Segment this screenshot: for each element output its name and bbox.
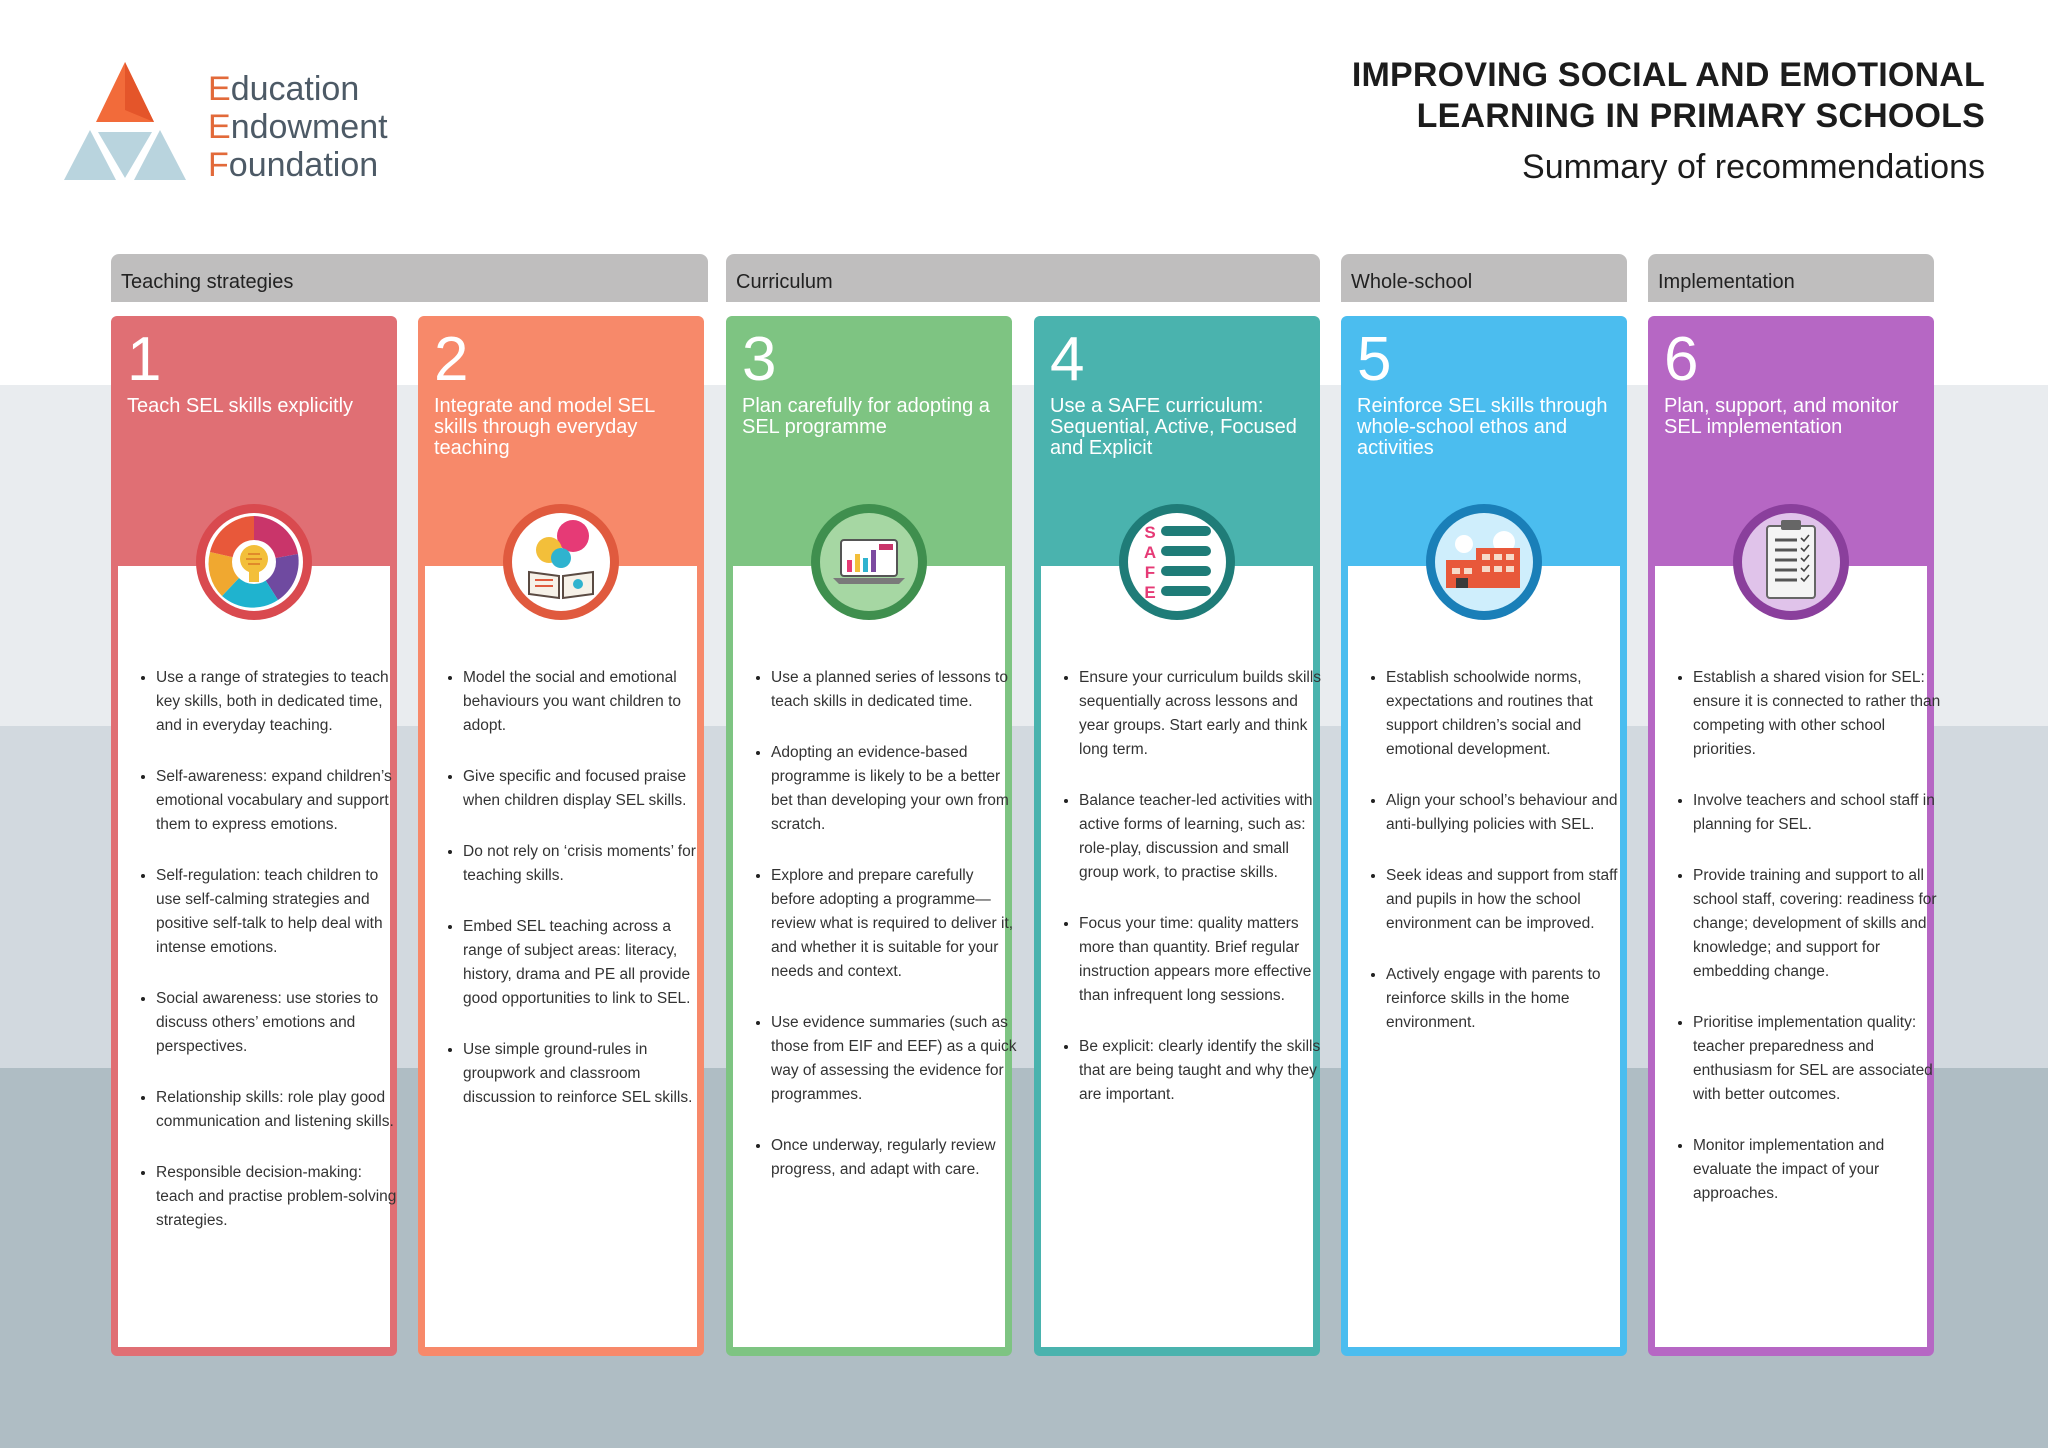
bullet-item: • Model the social and emotional behaviours you want children to adopt. (463, 666, 711, 738)
emotion-wheel-head-icon (194, 502, 314, 622)
bullet-item: • Embed SEL teaching across a range of subject areas: literacy, history, drama and PE all provide good opportunities to link to SEL. (463, 915, 711, 1011)
recommendation-panel (733, 566, 1017, 1347)
recommendation-bullets (747, 666, 1019, 1209)
recommendation-panel (1655, 566, 1941, 1347)
bullet-item: • Do not rely on ‘crisis moments’ for teaching skills. (463, 840, 711, 888)
recommendation-heading: Teach SEL skills explicitly (127, 395, 354, 417)
recommendation-card-4 (1034, 316, 1320, 1356)
bullet-item: • Give specific and focused praise when children display SEL skills. (463, 765, 711, 813)
bullet-item: • Focus your time: quality matters more than quantity. Brief regular instruction appears more effective than infrequent long sessions. (1079, 912, 1327, 1008)
page-title-block (1352, 55, 1985, 187)
recommendation-heading: Integrate and model SEL skills through everyday teaching (434, 395, 655, 459)
bullet-item: • Establish a shared vision for SEL: ensure it is connected to rather than competing with other school priorities. (1693, 666, 1941, 762)
safe-letter: A (1143, 543, 1157, 562)
recommendation-card-2 (418, 316, 704, 1356)
recommendation-card-6 (1648, 316, 1941, 1356)
recommendation-number: 5 (1357, 325, 1392, 394)
page-subtitle: Summary of recommendations (1522, 148, 1985, 186)
recommendation-number: 1 (127, 325, 162, 394)
safe-list-icon (1117, 502, 1237, 622)
recommendation-number: 3 (742, 325, 777, 394)
recommendation-number: 4 (1050, 325, 1085, 394)
recommendation-bullets (1055, 666, 1327, 1134)
bullet-item: • Self-awareness: expand children’s emotional vocabulary and support them to express emotions. (156, 765, 404, 837)
bullet-item: • Explore and prepare carefully before adopting a programme—review what is required to deliver it, and whether it is suitable for your needs and context. (771, 864, 1019, 984)
bullet-item: • Use evidence summaries (such as those from EIF and EEF) as a quick way of assessing the evidence for programmes. (771, 1011, 1019, 1107)
recommendation-heading: Reinforce SEL skills through whole-school ethos and activities (1357, 395, 1608, 459)
category-label: Curriculum (736, 271, 833, 293)
recommendation-panel (1348, 566, 1620, 1347)
logo-wordmark: Education Endowment Foundation (208, 70, 388, 184)
recommendation-number: 6 (1664, 325, 1699, 394)
recommendation-bullets (439, 666, 711, 1137)
recommendation-bullets (1362, 666, 1634, 1062)
recommendation-heading: Use a SAFE curriculum: Sequential, Active, Focused and Explicit (1050, 395, 1297, 459)
safe-letter: E (1144, 583, 1156, 602)
eef-logo[interactable] (64, 60, 424, 190)
laptop-chart-icon (809, 502, 929, 622)
bullet-item: • Monitor implementation and evaluate the impact of your approaches. (1693, 1134, 1941, 1206)
recommendation-card-1 (111, 316, 397, 1356)
recommendation-heading: Plan, support, and monitor SEL implementation (1664, 395, 1899, 438)
safe-letter: F (1144, 563, 1156, 582)
recommendation-card-3 (726, 316, 1017, 1356)
bullet-item: • Prioritise implementation quality: teacher preparedness and enthusiasm for SEL are associated with better outcomes. (1693, 1011, 1941, 1107)
bullet-item: • Be explicit: clearly identify the skills that are being taught and why they are important. (1079, 1035, 1327, 1107)
recommendation-panel (1041, 566, 1322, 1347)
recommendation-heading: Plan carefully for adopting a SEL programme (742, 395, 990, 438)
bullet-item: • Provide training and support to all school staff, covering: readiness for change; development of skills and knowledge; and support for embedding change. (1693, 864, 1941, 984)
bullet-item: • Responsible decision-making: teach and practise problem-solving strategies. (156, 1161, 404, 1233)
page-title-line-1: IMPROVING SOCIAL AND EMOTIONAL (1351, 56, 1985, 94)
bullet-item: • Use a range of strategies to teach key skills, both in dedicated time, and in everyday teaching. (156, 666, 404, 738)
recommendation-panel (118, 566, 397, 1347)
bullet-item: • Use simple ground-rules in groupwork and classroom discussion to reinforce SEL skills. (463, 1038, 711, 1110)
bullet-item: • Seek ideas and support from staff and pupils in how the school environment can be improved. (1386, 864, 1634, 936)
bullet-item: • Involve teachers and school staff in planning for SEL. (1693, 789, 1941, 837)
category-implementation (1648, 254, 1934, 302)
category-curriculum (726, 254, 1320, 302)
category-label: Teaching strategies (121, 271, 294, 293)
bullet-item: • Relationship skills: role play good communication and listening skills. (156, 1086, 404, 1134)
recommendation-number: 2 (434, 325, 469, 394)
page-title-line-2: LEARNING IN PRIMARY SCHOOLS (1416, 97, 1985, 135)
open-book-icon (501, 502, 621, 622)
bullet-item: • Social awareness: use stories to discuss others’ emotions and perspectives. (156, 987, 404, 1059)
recommendation-panel (425, 566, 697, 1347)
bullet-item: • Actively engage with parents to reinforce skills in the home environment. (1386, 963, 1634, 1035)
school-building-icon (1424, 502, 1544, 622)
bullet-item: • Balance teacher-led activities with active forms of learning, such as: role-play, discussion and small group work, to practise skills. (1079, 789, 1327, 885)
category-label: Whole-school (1351, 271, 1473, 293)
bullet-item: • Once underway, regularly review progress, and adapt with care. (771, 1134, 1019, 1182)
bullet-item: • Align your school’s behaviour and anti-bullying policies with SEL. (1386, 789, 1634, 837)
recommendation-card-5 (1341, 316, 1627, 1356)
bullet-item: • Ensure your curriculum builds skills sequentially across lessons and year groups. Start early and think long term. (1079, 666, 1327, 762)
clipboard-checklist-icon (1731, 502, 1851, 622)
bullet-item: • Use a planned series of lessons to teach skills in dedicated time. (771, 666, 1019, 714)
recommendation-bullets (132, 666, 404, 1260)
bullet-item: • Establish schoolwide norms, expectations and routines that support children’s social and emotional development. (1386, 666, 1634, 762)
safe-letter: S (1144, 523, 1156, 542)
category-teaching-strategies (111, 254, 708, 302)
recommendation-bullets (1669, 666, 1941, 1233)
category-label: Implementation (1658, 271, 1795, 293)
eef-triangle-logo-icon (64, 60, 189, 185)
category-whole-school (1341, 254, 1627, 302)
bullet-item: • Self-regulation: teach children to use self-calming strategies and positive self-talk to help deal with intense emotions. (156, 864, 404, 960)
bullet-item: • Adopting an evidence-based programme is likely to be a better bet than developing your own from scratch. (771, 741, 1019, 837)
